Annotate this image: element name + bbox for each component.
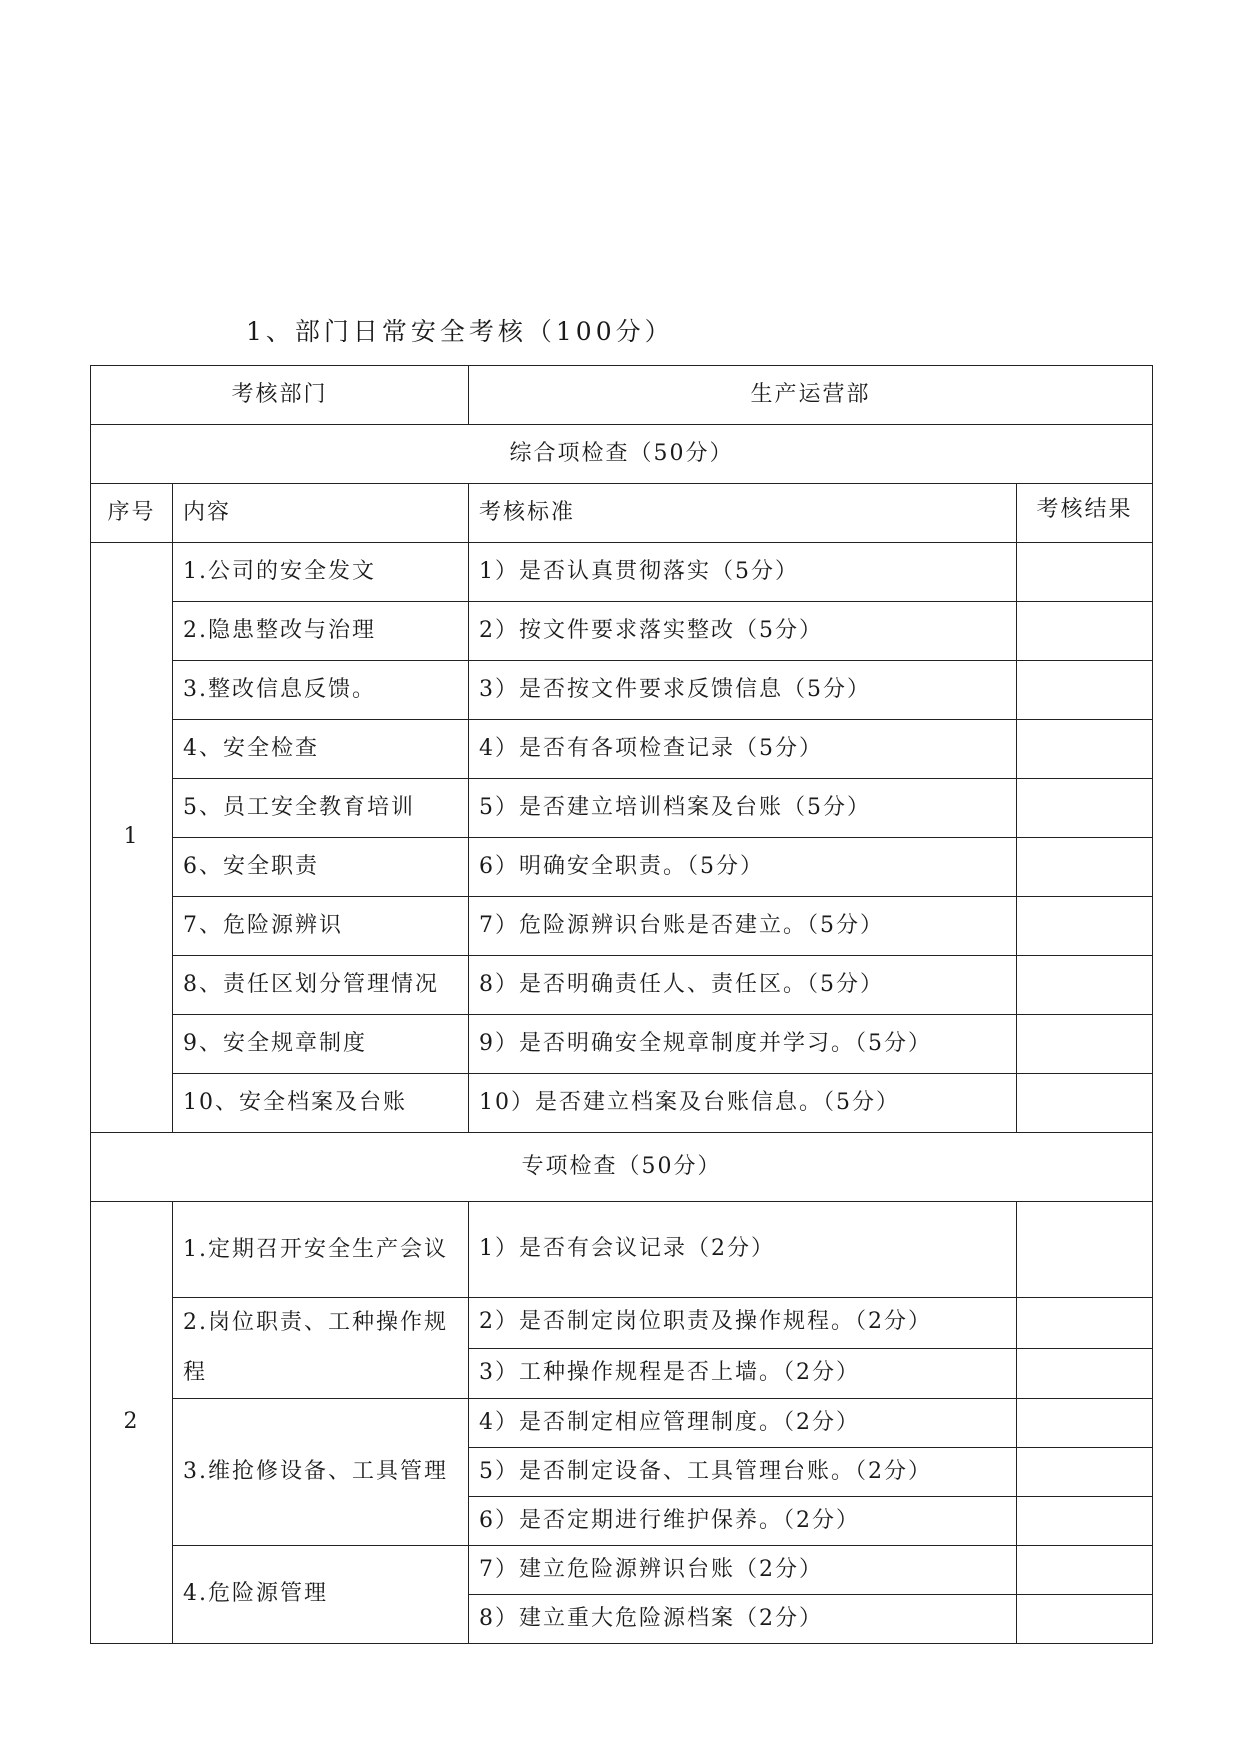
content-cell: 1.定期召开安全生产会议: [173, 1202, 469, 1298]
result-cell[interactable]: [1017, 1298, 1153, 1349]
table-row: [91, 720, 1153, 779]
result-cell[interactable]: [1017, 1546, 1153, 1595]
standard-cell: 5）是否制定设备、工具管理台账。（2分）: [469, 1448, 1017, 1497]
result-cell[interactable]: [1017, 1595, 1153, 1644]
dept-value: 生产运营部: [469, 366, 1153, 425]
content-cell: 6、安全职责: [173, 838, 469, 897]
table-row: [91, 1546, 1153, 1595]
table-row: [91, 543, 1153, 602]
standard-cell: 6）明确安全职责。（5分）: [469, 838, 1017, 897]
seq-cell: 1: [91, 543, 173, 1133]
standard-cell: 2）是否制定岗位职责及操作规程。（2分）: [469, 1298, 1017, 1349]
table-row: [91, 661, 1153, 720]
result-cell[interactable]: [1017, 720, 1153, 779]
result-cell[interactable]: [1017, 661, 1153, 720]
table-row: [91, 779, 1153, 838]
content-cell: 2.岗位职责、工种操作规程: [173, 1298, 469, 1399]
col-seq-header: 序号: [91, 484, 173, 543]
result-cell[interactable]: [1017, 602, 1153, 661]
result-cell[interactable]: [1017, 838, 1153, 897]
standard-cell: 4）是否制定相应管理制度。（2分）: [469, 1399, 1017, 1448]
result-cell[interactable]: [1017, 1015, 1153, 1074]
standard-cell: 3）工种操作规程是否上墙。（2分）: [469, 1348, 1017, 1399]
standard-cell: 9）是否明确安全规章制度并学习。（5分）: [469, 1015, 1017, 1074]
content-cell: 4.危险源管理: [173, 1546, 469, 1644]
section-title-row: [91, 1133, 1153, 1202]
standard-cell: 4）是否有各项检查记录（5分）: [469, 720, 1017, 779]
result-cell[interactable]: [1017, 779, 1153, 838]
standard-cell: 6）是否定期进行维护保养。（2分）: [469, 1497, 1017, 1546]
column-header-row: [91, 484, 1153, 543]
section2-title: 专项检查（50分）: [91, 1133, 1153, 1202]
standard-cell: 7）建立危险源辨识台账（2分）: [469, 1546, 1017, 1595]
standard-cell: 8）是否明确责任人、责任区。（5分）: [469, 956, 1017, 1015]
result-cell[interactable]: [1017, 543, 1153, 602]
standard-cell: 5）是否建立培训档案及台账（5分）: [469, 779, 1017, 838]
standard-cell: 1）是否认真贯彻落实（5分）: [469, 543, 1017, 602]
standard-cell: 8）建立重大危险源档案（2分）: [469, 1595, 1017, 1644]
assessment-table: [90, 365, 1153, 1644]
table-row: [91, 1015, 1153, 1074]
result-cell[interactable]: [1017, 1202, 1153, 1298]
table-row: [91, 1074, 1153, 1133]
standard-cell: 1）是否有会议记录（2分）: [469, 1202, 1017, 1298]
table-row: [91, 838, 1153, 897]
standard-cell: 7）危险源辨识台账是否建立。（5分）: [469, 897, 1017, 956]
content-cell: 7、危险源辨识: [173, 897, 469, 956]
result-cell[interactable]: [1017, 956, 1153, 1015]
table-row: [91, 602, 1153, 661]
col-content-header: 内容: [173, 484, 469, 543]
standard-cell: 3）是否按文件要求反馈信息（5分）: [469, 661, 1017, 720]
section-title-row: [91, 425, 1153, 484]
result-cell[interactable]: [1017, 1448, 1153, 1497]
content-cell: 3.整改信息反馈。: [173, 661, 469, 720]
table-row: [91, 1298, 1153, 1349]
content-cell: 9、安全规章制度: [173, 1015, 469, 1074]
content-cell: 1.公司的安全发文: [173, 543, 469, 602]
content-cell: 2.隐患整改与治理: [173, 602, 469, 661]
standard-cell: 2）按文件要求落实整改（5分）: [469, 602, 1017, 661]
table-row: [91, 1399, 1153, 1448]
result-cell[interactable]: [1017, 1074, 1153, 1133]
table-row: [91, 1202, 1153, 1298]
dept-row: [91, 366, 1153, 425]
standard-cell: 10）是否建立档案及台账信息。（5分）: [469, 1074, 1017, 1133]
content-cell: 10、安全档案及台账: [173, 1074, 469, 1133]
document-title: 1、部门日常安全考核（100分）: [246, 317, 674, 346]
result-cell[interactable]: [1017, 1399, 1153, 1448]
col-standard-header: 考核标准: [469, 484, 1017, 543]
col-result-header: 考核结果: [1017, 484, 1153, 543]
section1-title: 综合项检查（50分）: [91, 425, 1153, 484]
table-row: [91, 897, 1153, 956]
dept-label: 考核部门: [91, 366, 469, 425]
table-row: [91, 956, 1153, 1015]
result-cell[interactable]: [1017, 1348, 1153, 1399]
content-cell: 3.维抢修设备、工具管理: [173, 1399, 469, 1546]
result-cell[interactable]: [1017, 897, 1153, 956]
content-cell: 8、责任区划分管理情况: [173, 956, 469, 1015]
seq-cell: 2: [91, 1202, 173, 1644]
content-cell: 4、安全检查: [173, 720, 469, 779]
content-cell: 5、员工安全教育培训: [173, 779, 469, 838]
result-cell[interactable]: [1017, 1497, 1153, 1546]
